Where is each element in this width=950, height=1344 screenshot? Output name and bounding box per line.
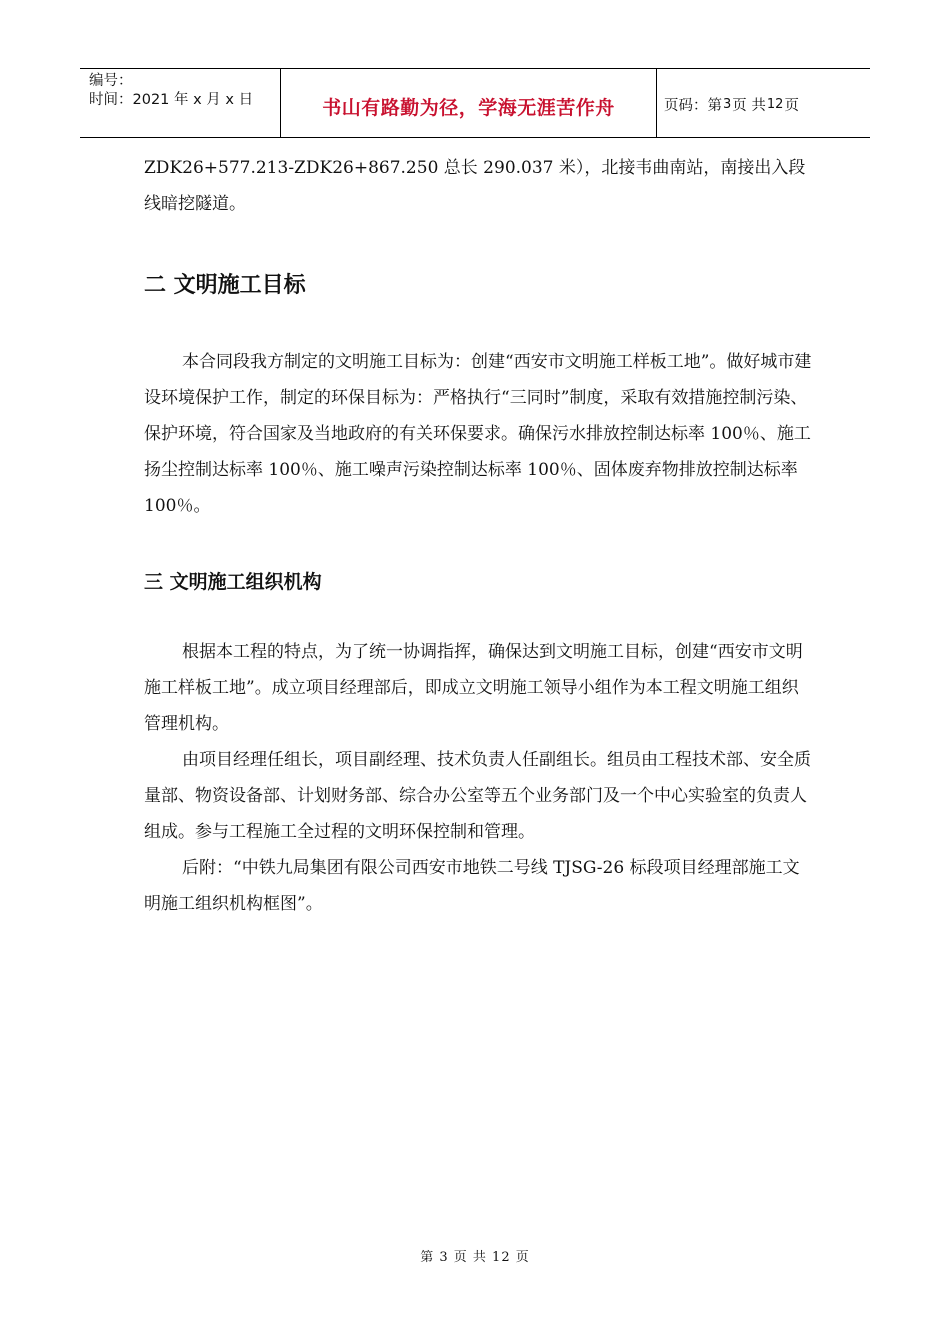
section-3-paragraph-2: 由项目经理任组长，项目副经理、技术负责人任副组长。组员由工程技术部、安全质量部、物资设备部、计划财务部、综合办公室等五个业务部门及一个中心实验室的负责人组成。参与工程施工全过程的文明环保控制和管理。 bbox=[144, 750, 811, 842]
document-number-label: 编号： bbox=[89, 73, 133, 89]
intro-line-2: 线暗挖隧道。 bbox=[144, 194, 246, 214]
page-mid: 页 共 bbox=[732, 97, 766, 114]
page-total: 12 bbox=[766, 96, 784, 112]
section-3-paragraph-3: 后附：“中铁九局集团有限公司西安市地铁二号线 TJSG-26 标段项目经理部施工文明施工组织机构框图”。 bbox=[144, 858, 800, 914]
document-body bbox=[144, 150, 814, 922]
section-2-title: 二 文明施工目标 bbox=[144, 273, 306, 298]
section-3-title: 三 文明施工组织机构 bbox=[144, 571, 322, 593]
section-3-paragraph-1: 根据本工程的特点，为了统一协调指挥，确保达到文明施工目标，创建“西安市文明施工样板工地”。成立项目经理部后，即成立文明施工领导小组作为本工程文明施工组织管理机构。 bbox=[144, 642, 803, 734]
header-motto-cell bbox=[281, 69, 657, 137]
document-time-label: 时间：2021 年 x 月 x 日 bbox=[89, 92, 254, 108]
header-meta bbox=[80, 69, 281, 137]
header-page-number bbox=[657, 69, 870, 137]
header-motto: 书山有路勤为径，学海无涯苦作舟 bbox=[322, 96, 615, 119]
page-current: 3 bbox=[723, 96, 732, 112]
intro-line-1: ZDK26+577.213-ZDK26+867.250 总长 290.037 米），北接韦曲南站，南接出入段 bbox=[144, 158, 806, 178]
section-2-paragraph: 本合同段我方制定的文明施工目标为：创建“西安市文明施工样板工地”。做好城市建设环境保护工作，制定的环保目标为：严格执行“三同时”制度，采取有效措施控制污染、保护环境，符合国家及当地政府的有关环保要求。确保污水排放控制达标率 100％、施工扬尘控制达标率 100％、施工噪声污染控制达标率 100％、固体废弃物排放控制达标率 100％。 bbox=[144, 352, 812, 516]
page-footer: 第 3 页 共 12 页 bbox=[420, 1250, 530, 1265]
page-label: 页码：第 bbox=[664, 97, 722, 114]
page-header bbox=[80, 68, 870, 138]
page-end: 页 bbox=[784, 97, 799, 114]
